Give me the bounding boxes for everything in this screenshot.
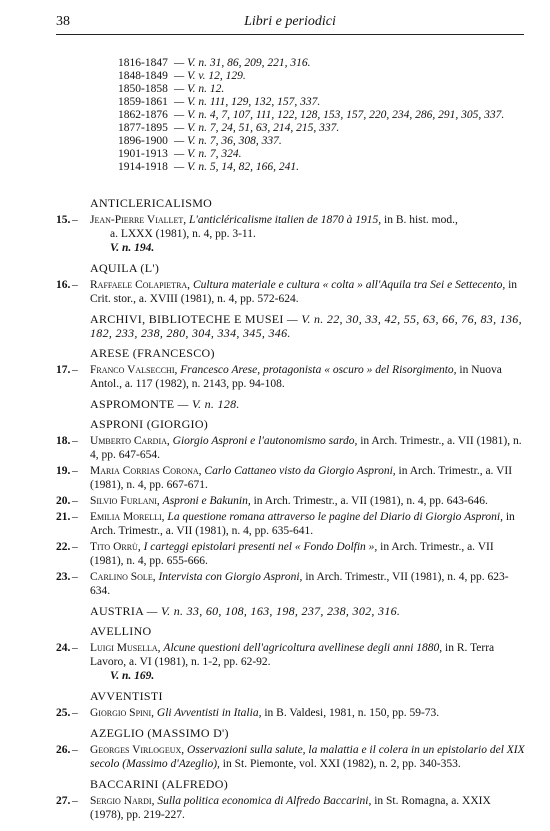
section-heading: AQUILA (L'): [90, 261, 160, 275]
section-heading: ASPRONI (GIORGIO): [90, 417, 209, 431]
chronology-row: 1816-1847 — V. n. 31, 86, 209, 221, 316.: [118, 57, 311, 69]
entry-number: 18.: [56, 435, 71, 447]
entry-dash: –: [72, 214, 78, 226]
entry-number: 24.: [56, 642, 71, 654]
entry-author: Luigi Musella,: [90, 642, 161, 654]
entry-dash: –: [72, 435, 78, 447]
entry-title: Osservazioni sulla salute, la malattia e il colera in un epistolario del XIX secolo (Massimo d'Azeglio),: [90, 744, 525, 770]
section-heading-label: ARCHIVI, BIBLIOTECHE E MUSEI: [90, 312, 284, 326]
bibliography-entry: [56, 794, 526, 822]
chronology-list: [118, 57, 528, 174]
entry-number: 20.: [56, 495, 71, 507]
running-title: Libri e periodici: [244, 14, 336, 29]
section-heading: [56, 312, 526, 340]
chronology-row: 1877-1895 — V. n. 7, 24, 51, 63, 214, 215, 337.: [118, 122, 340, 134]
entry-number: 27.: [56, 795, 71, 807]
section-heading: BACCARINI (ALFREDO): [90, 777, 229, 791]
entry-title: Sulla politica economica di Alfredo Baccarini,: [157, 795, 372, 807]
entry-title: Intervista con Giorgio Asproni,: [158, 571, 303, 583]
entry-number: 21.: [56, 511, 71, 523]
entry-details: in B. Valdesi, 1981, n. 150, pp. 59-73.: [264, 707, 440, 719]
entry-cross-reference: V. n. 169.: [110, 670, 155, 682]
entry-author: Georges Virlogeux,: [90, 744, 185, 756]
entry-title: I carteggi epistolari presenti nel « Fondo Dolfin »,: [143, 541, 378, 553]
entry-author: Franco Valsecchi,: [90, 364, 178, 376]
entry-title: Francesco Arese, protagonista « oscuro » del Risorgimento,: [180, 364, 457, 376]
entry-details: in Arch. Trimestr., a. VII (1981), n. 4, pp. 655-666.: [90, 541, 494, 567]
section-cross-reference: — V. n. 33, 60, 108, 163, 198, 237, 238, 302, 316.: [146, 604, 401, 618]
running-header: [56, 14, 524, 35]
entry-details: in Arch. Trimestr., VII (1981), n. 4, pp. 623-634.: [90, 571, 509, 597]
entry-author: Umberto Cardia,: [90, 435, 170, 447]
entry-author: Silvio Furlani,: [90, 495, 160, 507]
section-heading: AVVENTISTI: [90, 689, 163, 703]
bibliography-body: [56, 190, 526, 824]
entry-author: Giorgio Spini,: [90, 707, 155, 719]
entry-details: in Arch. Trimestr., a. VII (1981), n. 4, pp. 643-646.: [253, 495, 488, 507]
bibliography-entry: [56, 570, 526, 598]
section-heading-label: ASPROMONTE: [90, 397, 175, 411]
entry-author: Jean-Pierre Viallet,: [90, 214, 187, 226]
entry-title: Gli Avventisti in Italia,: [156, 707, 262, 719]
bibliography-entry: [56, 494, 526, 508]
entry-number: 17.: [56, 364, 71, 376]
entry-number: 16.: [56, 279, 71, 291]
entry-title: Carlo Cattaneo visto da Giorgio Asproni,: [204, 465, 396, 477]
entry-dash: –: [72, 364, 78, 376]
entry-author: Carlino Sole,: [90, 571, 156, 583]
entry-dash: –: [72, 495, 78, 507]
section-cross-reference: — V. n. 128.: [177, 397, 240, 411]
entry-author: Emilia Morelli,: [90, 511, 165, 523]
bibliography-entry: [56, 510, 526, 538]
entry-source: in B. hist. mod.,: [384, 214, 458, 226]
entry-cross-reference: V. n. 194.: [110, 242, 155, 254]
entry-number: 19.: [56, 465, 71, 477]
section-heading: ANTICLERICALISMO: [90, 196, 213, 210]
bibliography-entry: [56, 213, 526, 255]
chronology-row: 1848-1849 — V. v. 12, 129.: [118, 70, 246, 82]
entry-title: Alcune questioni dell'agricoltura avellinese degli anni 1880,: [163, 642, 443, 654]
chronology-row: 1850-1858 — V. n. 12.: [118, 83, 225, 95]
entry-details: in St. Romagna, a. XXIX (1978), pp. 219-227.: [90, 795, 491, 821]
entry-details: in Arch. Trimestr., a. VII (1981), n. 4, pp. 635-641.: [90, 511, 515, 537]
entry-title: Asproni e Bakunin,: [162, 495, 251, 507]
entry-details: in Arch. Trimestr., a. VII (1981), n. 4, pp. 647-654.: [90, 435, 522, 461]
chronology-row: 1862-1876 — V. n. 4, 7, 107, 111, 122, 128, 153, 157, 220, 234, 286, 291, 305, 337.: [118, 109, 505, 121]
bibliography-entry: [56, 278, 526, 306]
entry-number: 26.: [56, 744, 71, 756]
section-heading: [56, 397, 526, 411]
entry-number: 15.: [56, 214, 71, 226]
section-heading: AZEGLIO (MASSIMO D'): [90, 726, 229, 740]
chronology-row: 1896-1900 — V. n. 7, 36, 308, 337.: [118, 135, 282, 147]
entry-details: in St. Piemonte, vol. XXI (1982), n. 2, pp. 340-353.: [222, 758, 461, 770]
entry-dash: –: [72, 541, 78, 553]
page-number: 38: [56, 14, 70, 29]
entry-title: L'anticléricalisme italien de 1870 à 1915,: [188, 214, 382, 226]
chronology-row: 1914-1918 — V. n. 5, 14, 82, 166, 241.: [118, 161, 300, 173]
bibliography-entry: [56, 363, 526, 391]
bibliography-entry: [56, 464, 526, 492]
entry-details: in Crit. stor., a. XVIII (1981), n. 4, pp. 572-624.: [90, 279, 518, 305]
entry-dash: –: [72, 279, 78, 291]
bibliography-entry: [56, 706, 526, 720]
chronology-row: 1859-1861 — V. n. 111, 129, 132, 157, 337.: [118, 96, 321, 108]
entry-dash: –: [72, 511, 78, 523]
bibliography-entry: [56, 641, 526, 683]
entry-details: in Arch. Trimestr., a. VII (1981), n. 4, pp. 667-671.: [90, 465, 513, 491]
section-heading: ARESE (FRANCESCO): [90, 346, 215, 360]
entry-title: La questione romana attraverso le pagine del Diario di Giorgio Asproni,: [167, 511, 503, 523]
entry-dash: –: [72, 707, 78, 719]
bibliography-entry: [56, 540, 526, 568]
entry-title: Giorgio Asproni e l'autonomismo sardo,: [172, 435, 358, 447]
entry-details: in Nuova Antol., a. 117 (1982), n. 2143, pp. 94-108.: [90, 364, 502, 390]
entry-dash: –: [72, 465, 78, 477]
bibliography-entry: [56, 434, 526, 462]
chronology-row: 1901-1913 — V. n. 7, 324.: [118, 148, 242, 160]
entry-dash: –: [72, 795, 78, 807]
entry-details: a. LXXX (1981), n. 4, pp. 3-11.: [110, 228, 256, 240]
entry-details: in R. Terra Lavoro, a. VI (1981), n. 1-2, pp. 62-92.: [90, 642, 495, 668]
section-heading: AVELLINO: [90, 624, 152, 638]
entry-title: Cultura materiale e cultura « colta » all'Aquila tra Sei e Settecento,: [192, 279, 506, 291]
entry-dash: –: [72, 744, 78, 756]
entry-dash: –: [72, 642, 78, 654]
section-cross-reference: — V. n. 22, 30, 33, 42, 55, 63, 66, 76, 83, 136, 182, 233, 238, 280, 304, 334, 345, 346.: [90, 312, 522, 340]
entry-author: Tito Orrù,: [90, 541, 141, 553]
entry-author: Maria Corrias Corona,: [90, 465, 202, 477]
section-heading: [56, 604, 526, 618]
entry-author: Sergio Nardi,: [90, 795, 155, 807]
bibliography-entry: [56, 743, 526, 771]
section-heading-label: AUSTRIA: [90, 604, 144, 618]
entry-number: 23.: [56, 571, 71, 583]
entry-dash: –: [72, 571, 78, 583]
entry-number: 25.: [56, 707, 71, 719]
entry-author: Raffaele Colapietra,: [90, 279, 191, 291]
entry-number: 22.: [56, 541, 71, 553]
